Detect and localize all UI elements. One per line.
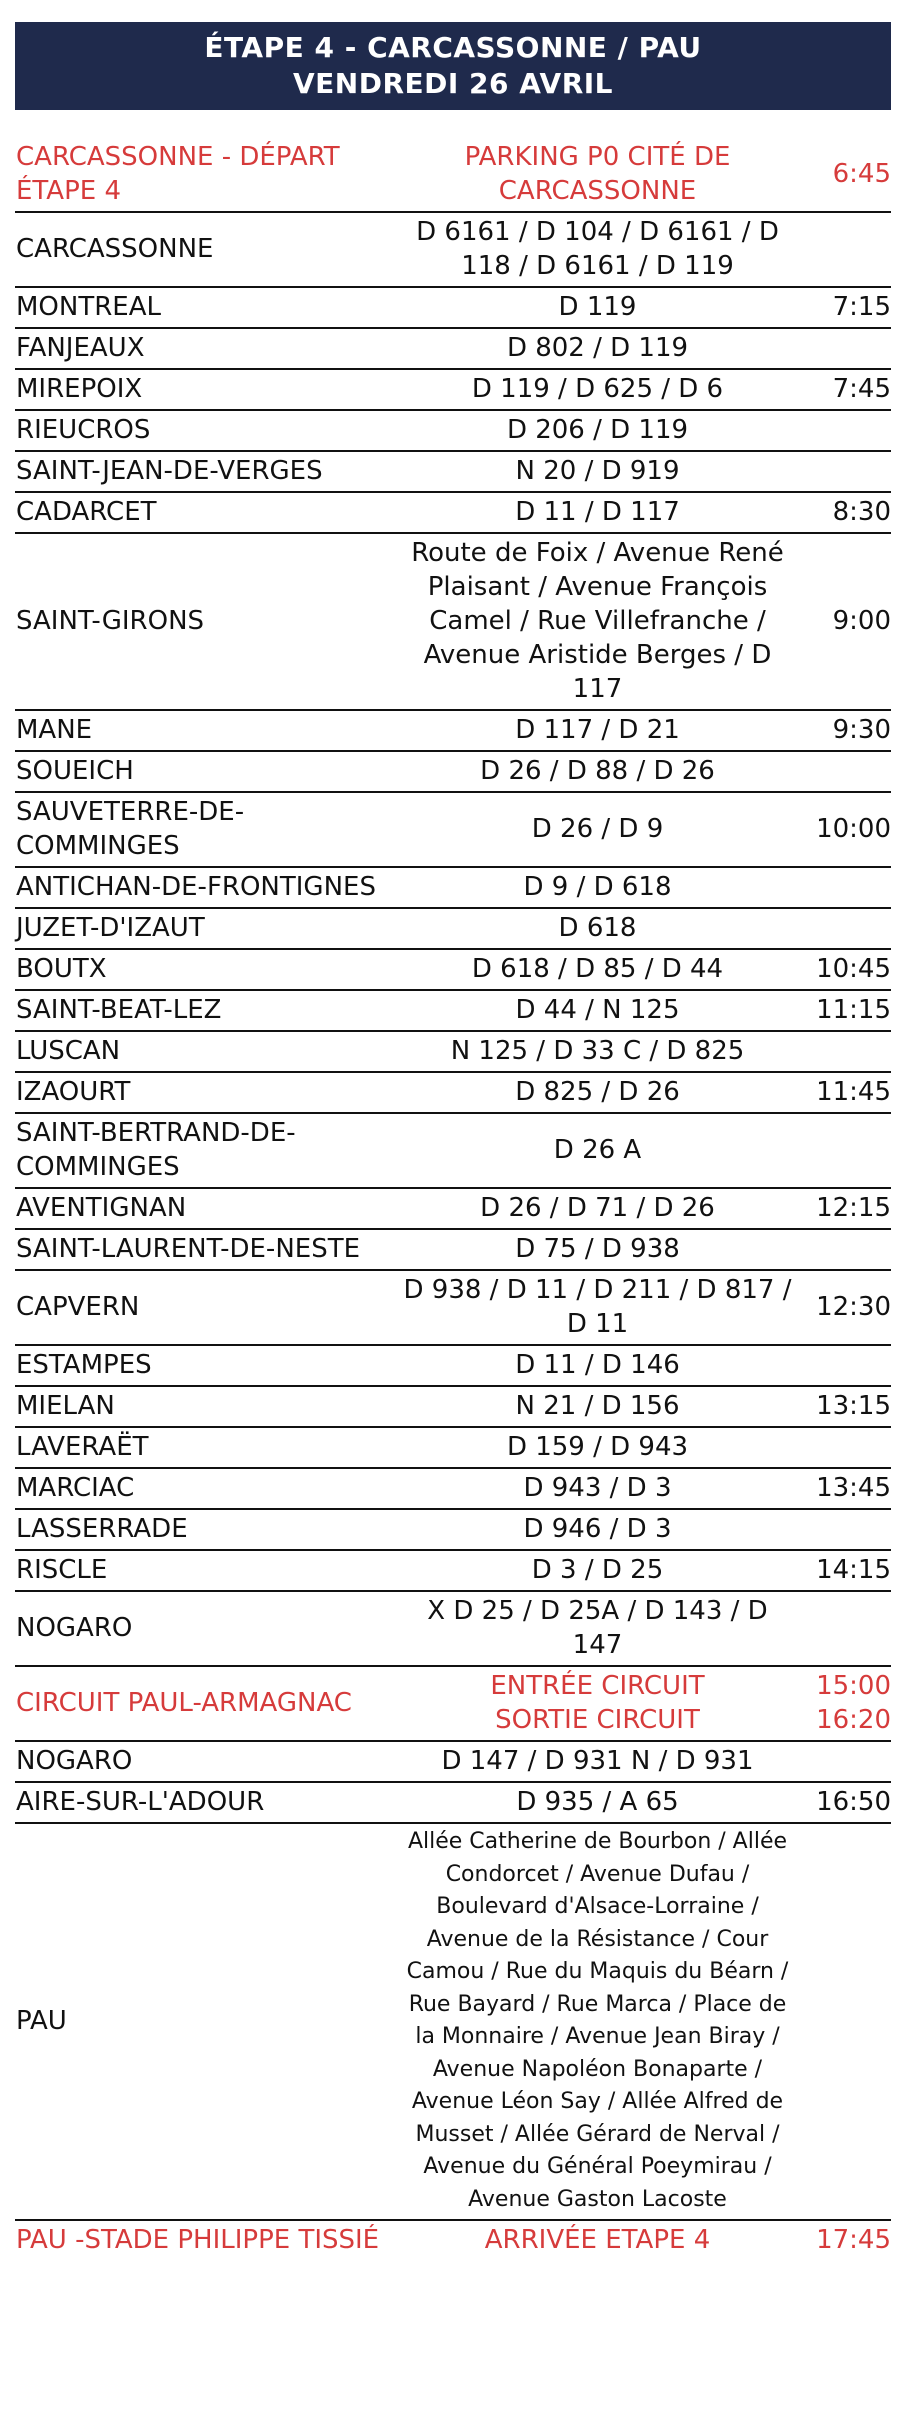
city-name: SAINT-GIRONS [15,533,400,710]
table-row [15,949,891,990]
time: 12:15 [795,1188,891,1229]
route: Allée Catherine de Bourbon / Allée Condorcet / Avenue Dufau / Boulevard d'Alsace-Lorraine / Avenue de la Résistance / Cour Camou / Rue du Maquis du Béarn / Rue Bayard / Rue Marca / Place de la Monnaire / Avenue Jean Biray / Avenue Napoléon Bonaparte / Avenue Léon Say / Allée Alfred de Musset / Allée Gérard de Nerval / Avenue du Général Poeymirau / Avenue Gaston Lacoste [400,1823,795,2220]
route: D 935 / A 65 [400,1782,795,1823]
table-row [15,1468,891,1509]
table-row [15,328,891,369]
city-name: FANJEAUX [15,328,400,369]
table-row [15,908,891,949]
time: 7:45 [795,369,891,410]
route: D 802 / D 119 [400,328,795,369]
city-name: CIRCUIT PAUL-ARMAGNAC [15,1666,400,1741]
time: 11:45 [795,1072,891,1113]
city-name: SAINT-BERTRAND-DE-COMMINGES [15,1113,400,1188]
time: 13:15 [795,1386,891,1427]
stage-header [15,22,891,110]
table-row [15,212,891,287]
city-name: BOUTX [15,949,400,990]
time: 6:45 [795,138,891,212]
time [795,1666,891,1741]
route: D 26 / D 9 [400,792,795,867]
route: D 943 / D 3 [400,1468,795,1509]
route: D 119 / D 625 / D 6 [400,369,795,410]
city-name: RIEUCROS [15,410,400,451]
table-row [15,990,891,1031]
city-name: CAPVERN [15,1270,400,1345]
table-row [15,1509,891,1550]
route: D 825 / D 26 [400,1072,795,1113]
table-row [15,1741,891,1782]
time [795,1427,891,1468]
table-row [15,1270,891,1345]
city-name: LUSCAN [15,1031,400,1072]
city-name: AVENTIGNAN [15,1188,400,1229]
table-row [15,1345,891,1386]
time [795,451,891,492]
table-row [15,1427,891,1468]
route: X D 25 / D 25A / D 143 / D 147 [400,1591,795,1666]
time [795,1031,891,1072]
time [795,1229,891,1270]
stage-title: ÉTAPE 4 - CARCASSONNE / PAU [204,31,702,64]
table-row [15,710,891,751]
city-name: JUZET-D'IZAUT [15,908,400,949]
route-exit: SORTIE CIRCUIT [495,1705,700,1735]
city-name: SAINT-JEAN-DE-VERGES [15,451,400,492]
route: D 9 / D 618 [400,867,795,908]
time: 17:45 [816,2225,891,2255]
time: 8:30 [795,492,891,533]
table-row [15,451,891,492]
route [400,1666,795,1741]
route: N 21 / D 156 [400,1386,795,1427]
city-name: MANE [15,710,400,751]
time: 16:50 [795,1782,891,1823]
time [795,751,891,792]
route: D 26 A [400,1113,795,1188]
table-row [15,792,891,867]
table-row [15,1031,891,1072]
time [795,908,891,949]
time: 10:00 [795,792,891,867]
table-row [15,492,891,533]
table-row [15,1072,891,1113]
city-name: PAU -STADE PHILIPPE TISSIÉ [16,2225,380,2255]
table-row [15,2220,891,2260]
stage-date: VENDREDI 26 AVRIL [292,67,614,100]
table-row [15,751,891,792]
city-name: PAU [15,1823,400,2220]
route: D 618 [400,908,795,949]
time [795,1823,891,2220]
route: D 11 / D 146 [400,1345,795,1386]
city-name: MARCIAC [15,1468,400,1509]
route: D 618 / D 85 / D 44 [400,949,795,990]
route: D 3 / D 25 [400,1550,795,1591]
time [795,1741,891,1782]
table-row [15,1229,891,1270]
route: D 75 / D 938 [400,1229,795,1270]
route: D 147 / D 931 N / D 931 [400,1741,795,1782]
route: D 119 [400,287,795,328]
route: D 159 / D 943 [400,1427,795,1468]
table-row [15,1550,891,1591]
time [795,1345,891,1386]
time-exit: 16:20 [816,1705,891,1735]
route: ARRIVÉE ETAPE 4 [484,2225,711,2255]
time [795,1591,891,1666]
route: N 20 / D 919 [400,451,795,492]
city-name: MIELAN [15,1386,400,1427]
city-name: NOGARO [15,1741,400,1782]
time: 9:30 [795,710,891,751]
time: 7:15 [795,287,891,328]
city-name: LASSERRADE [15,1509,400,1550]
city-name: CARCASSONNE - DÉPART ÉTAPE 4 [15,138,400,212]
city-name: RISCLE [15,1550,400,1591]
route: D 44 / N 125 [400,990,795,1031]
city-name: MONTREAL [15,287,400,328]
itinerary-table [15,138,891,2260]
city-name: SOUEICH [15,751,400,792]
table-row [15,287,891,328]
city-name: SAINT-BEAT-LEZ [15,990,400,1031]
time: 13:45 [795,1468,891,1509]
city-name: CADARCET [15,492,400,533]
time: 10:45 [795,949,891,990]
time [795,328,891,369]
city-name: IZAOURT [15,1072,400,1113]
table-row [15,369,891,410]
route: Route de Foix / Avenue René Plaisant / Avenue François Camel / Rue Villefranche / Avenue Aristide Berges / D 117 [400,533,795,710]
route: D 26 / D 71 / D 26 [400,1188,795,1229]
route-entry: ENTRÉE CIRCUIT [490,1671,705,1701]
route: N 125 / D 33 C / D 825 [400,1031,795,1072]
time [795,212,891,287]
table-row [15,1113,891,1188]
table-row [15,1591,891,1666]
time: 9:00 [795,533,891,710]
table-row [15,533,891,710]
table-row [15,1666,891,1741]
table-row [15,138,891,212]
city-name: SAUVETERRE-DE-COMMINGES [15,792,400,867]
city-name: SAINT-LAURENT-DE-NESTE [15,1229,400,1270]
route: D 26 / D 88 / D 26 [400,751,795,792]
route: D 6161 / D 104 / D 6161 / D 118 / D 6161 / D 119 [400,212,795,287]
time [795,867,891,908]
route: PARKING P0 CITÉ DE CARCASSONNE [400,138,795,212]
city-name: CARCASSONNE [15,212,400,287]
city-name: AIRE-SUR-L'ADOUR [15,1782,400,1823]
time: 12:30 [795,1270,891,1345]
route: D 946 / D 3 [400,1509,795,1550]
time: 14:15 [795,1550,891,1591]
route: D 206 / D 119 [400,410,795,451]
route: D 938 / D 11 / D 211 / D 817 / D 11 [400,1270,795,1345]
time-entry: 15:00 [816,1671,891,1701]
route: D 11 / D 117 [400,492,795,533]
time [795,1509,891,1550]
table-row [15,867,891,908]
route: D 117 / D 21 [400,710,795,751]
table-row [15,410,891,451]
city-name: LAVERAËT [15,1427,400,1468]
table-row [15,1188,891,1229]
city-name: NOGARO [15,1591,400,1666]
table-row [15,1782,891,1823]
city-name: ANTICHAN-DE-FRONTIGNES [15,867,400,908]
city-name: ESTAMPES [15,1345,400,1386]
time [795,410,891,451]
city-name: MIREPOIX [15,369,400,410]
table-row [15,1823,891,2220]
time: 11:15 [795,990,891,1031]
time [795,1113,891,1188]
table-row [15,1386,891,1427]
